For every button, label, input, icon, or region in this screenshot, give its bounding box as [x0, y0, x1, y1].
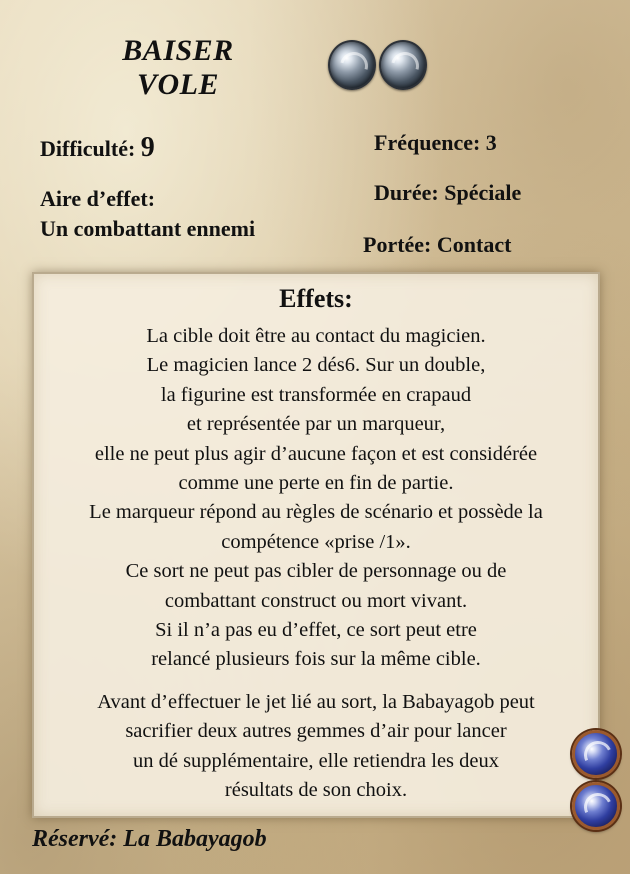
- effects-line: la figurine est transformée en crapaud: [160, 383, 472, 406]
- duration-value: Spéciale: [444, 180, 522, 205]
- effects-title: Effets:: [279, 284, 353, 313]
- duration-label: Durée:: [374, 180, 439, 205]
- effects-line: et représentée par un marqueur,: [186, 413, 446, 436]
- effects-line: comme une perte en fin de partie.: [178, 472, 454, 495]
- range-label: Portée:: [363, 232, 432, 257]
- spell-title-line-2: VOLE: [136, 68, 219, 101]
- effects-extra-line: Avant d’effectuer le jet lié au sort, la Babayagob peut: [97, 691, 535, 713]
- duration-stat: [374, 180, 521, 206]
- frequency-label: Fréquence:: [374, 130, 481, 155]
- effects-line: compétence «prise /1».: [221, 530, 411, 553]
- range-stat: [363, 232, 511, 258]
- effects-line: Le magicien lance 2 dés6. Sur un double,: [146, 354, 486, 377]
- effects-extra-line: sacrifier deux autres gemmes d’air pour lancer: [125, 720, 507, 743]
- effects-line: combattant construct ou mort vivant.: [164, 589, 468, 612]
- effects-line: La cible doit être au contact du magicien.: [146, 325, 486, 347]
- effects-line: Le marqueur répond au règles de scénario et possède la: [89, 501, 543, 524]
- air-gem-icon: [328, 40, 376, 90]
- effects-panel: [32, 272, 600, 818]
- effects-line: elle ne peut plus agir d’aucune façon et est considérée: [94, 442, 538, 465]
- effects-line: relancé plusieurs fois sur la même cible.: [151, 648, 481, 671]
- gem-cost: [328, 40, 427, 90]
- frequency-stat: [374, 130, 497, 156]
- frequency-value: 3: [485, 130, 497, 155]
- range-value: Contact: [436, 232, 512, 257]
- difficulty-value: 9: [140, 132, 155, 163]
- area-value: Un combattant ennemi: [40, 216, 256, 241]
- effects-extra-line: résultats de son choix.: [224, 779, 408, 802]
- reserved-for: Réservé: La Babayagob: [32, 826, 267, 852]
- effects-text: [38, 322, 594, 675]
- effects-line: Ce sort ne peut pas cibler de personnage ou de: [125, 560, 507, 583]
- area-label: Aire d’effet:: [40, 186, 156, 211]
- air-gem-icon: [379, 40, 427, 90]
- effects-extra-line: un dé supplémentaire, elle retiendra les deux: [132, 749, 499, 772]
- difficulty-stat: [40, 132, 155, 164]
- magic-gem-icon: [572, 730, 620, 778]
- spell-title: [98, 34, 258, 102]
- spell-title-line-1: BAISER: [122, 34, 234, 67]
- difficulty-label: Difficulté:: [40, 136, 136, 161]
- effects-line: Si il n’a pas eu d’effet, ce sort peut etre: [155, 619, 477, 642]
- effects-extra-text: [38, 688, 594, 806]
- magic-gem-icon: [572, 782, 620, 830]
